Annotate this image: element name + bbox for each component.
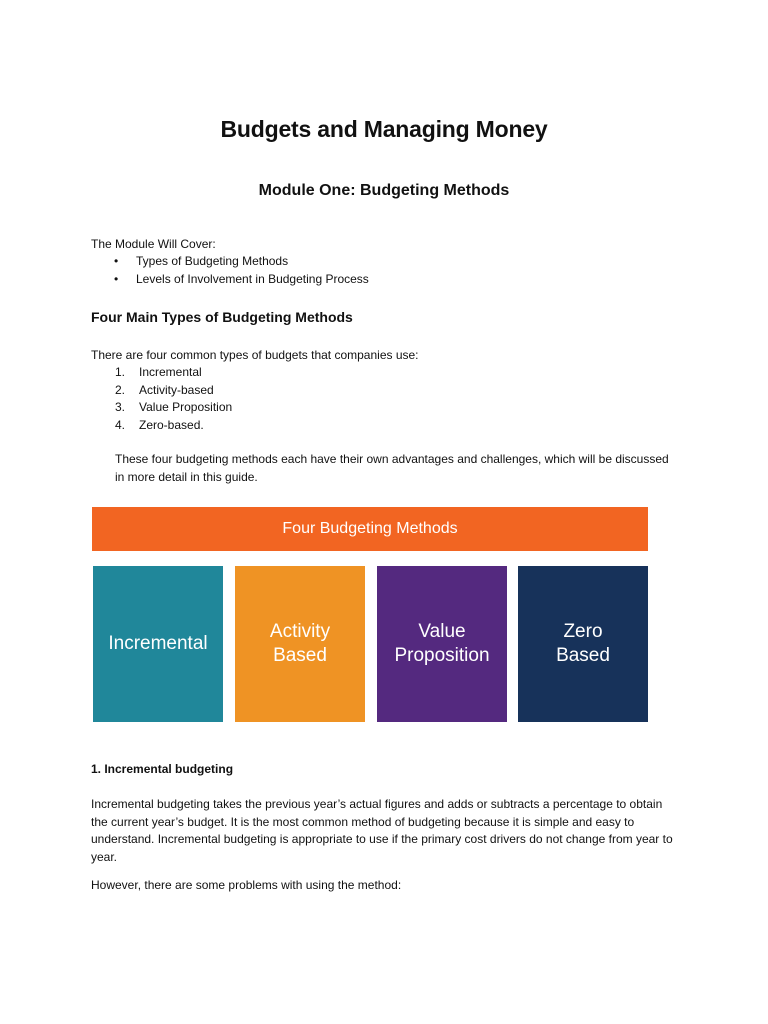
list-item [115,399,232,417]
list-item [115,364,232,382]
list-number: 3. [115,400,126,414]
list-item [115,417,232,435]
methods-paragraph: These four budgeting methods each have their own advantages and challenges, which will be discussed in more detail in this guide. [115,452,669,484]
method-box-label: Activity Based [269,621,331,666]
list-item [115,382,232,400]
method-box-label: Incremental [108,633,208,654]
method-box-value-proposition [377,566,507,722]
cover-list [114,253,369,288]
method-box-label: Value Proposition [394,621,490,666]
method-box-zero-based [518,566,648,722]
list-label: Zero-based. [139,417,204,432]
document-title: Budgets and Managing Money [220,116,548,142]
problems-intro: However, there are some problems with using the method: [91,878,402,892]
method-box-activity-based [235,566,365,722]
section-heading: Four Main Types of Budgeting Methods [91,309,353,325]
list-number: 4. [115,417,126,432]
incremental-paragraph: Incremental budgeting takes the previous year’s actual figures and adds or subtracts a percentage to obtain the current year’s budget. It is the most common method of budgeting because it is simple and easy to understand. Incremental budgeting is appropriate to use if the primary cost drivers do not change from year to year. [91,797,673,864]
module-title: Module One: Budgeting Methods [258,182,510,199]
diagram-banner-label: Four Budgeting Methods [282,520,458,537]
list-item: • Levels of Involvement in Budgeting Process [114,271,369,289]
incremental-heading: 1. Incremental budgeting [91,762,234,776]
diagram-banner [92,507,648,551]
types-list [115,364,232,434]
list-number: 2. [115,382,126,397]
method-box-incremental [93,566,223,722]
cover-intro: The Module Will Cover: [91,237,216,251]
list-number: 1. [115,365,126,379]
types-intro: There are four common types of budgets that companies use: [91,348,419,362]
list-label: Value Proposition [139,400,233,414]
method-box-label: Zero Based [556,621,610,666]
list-item: • Types of Budgeting Methods [114,253,369,271]
list-label: Incremental [139,365,202,379]
list-label: Activity-based [139,382,214,397]
